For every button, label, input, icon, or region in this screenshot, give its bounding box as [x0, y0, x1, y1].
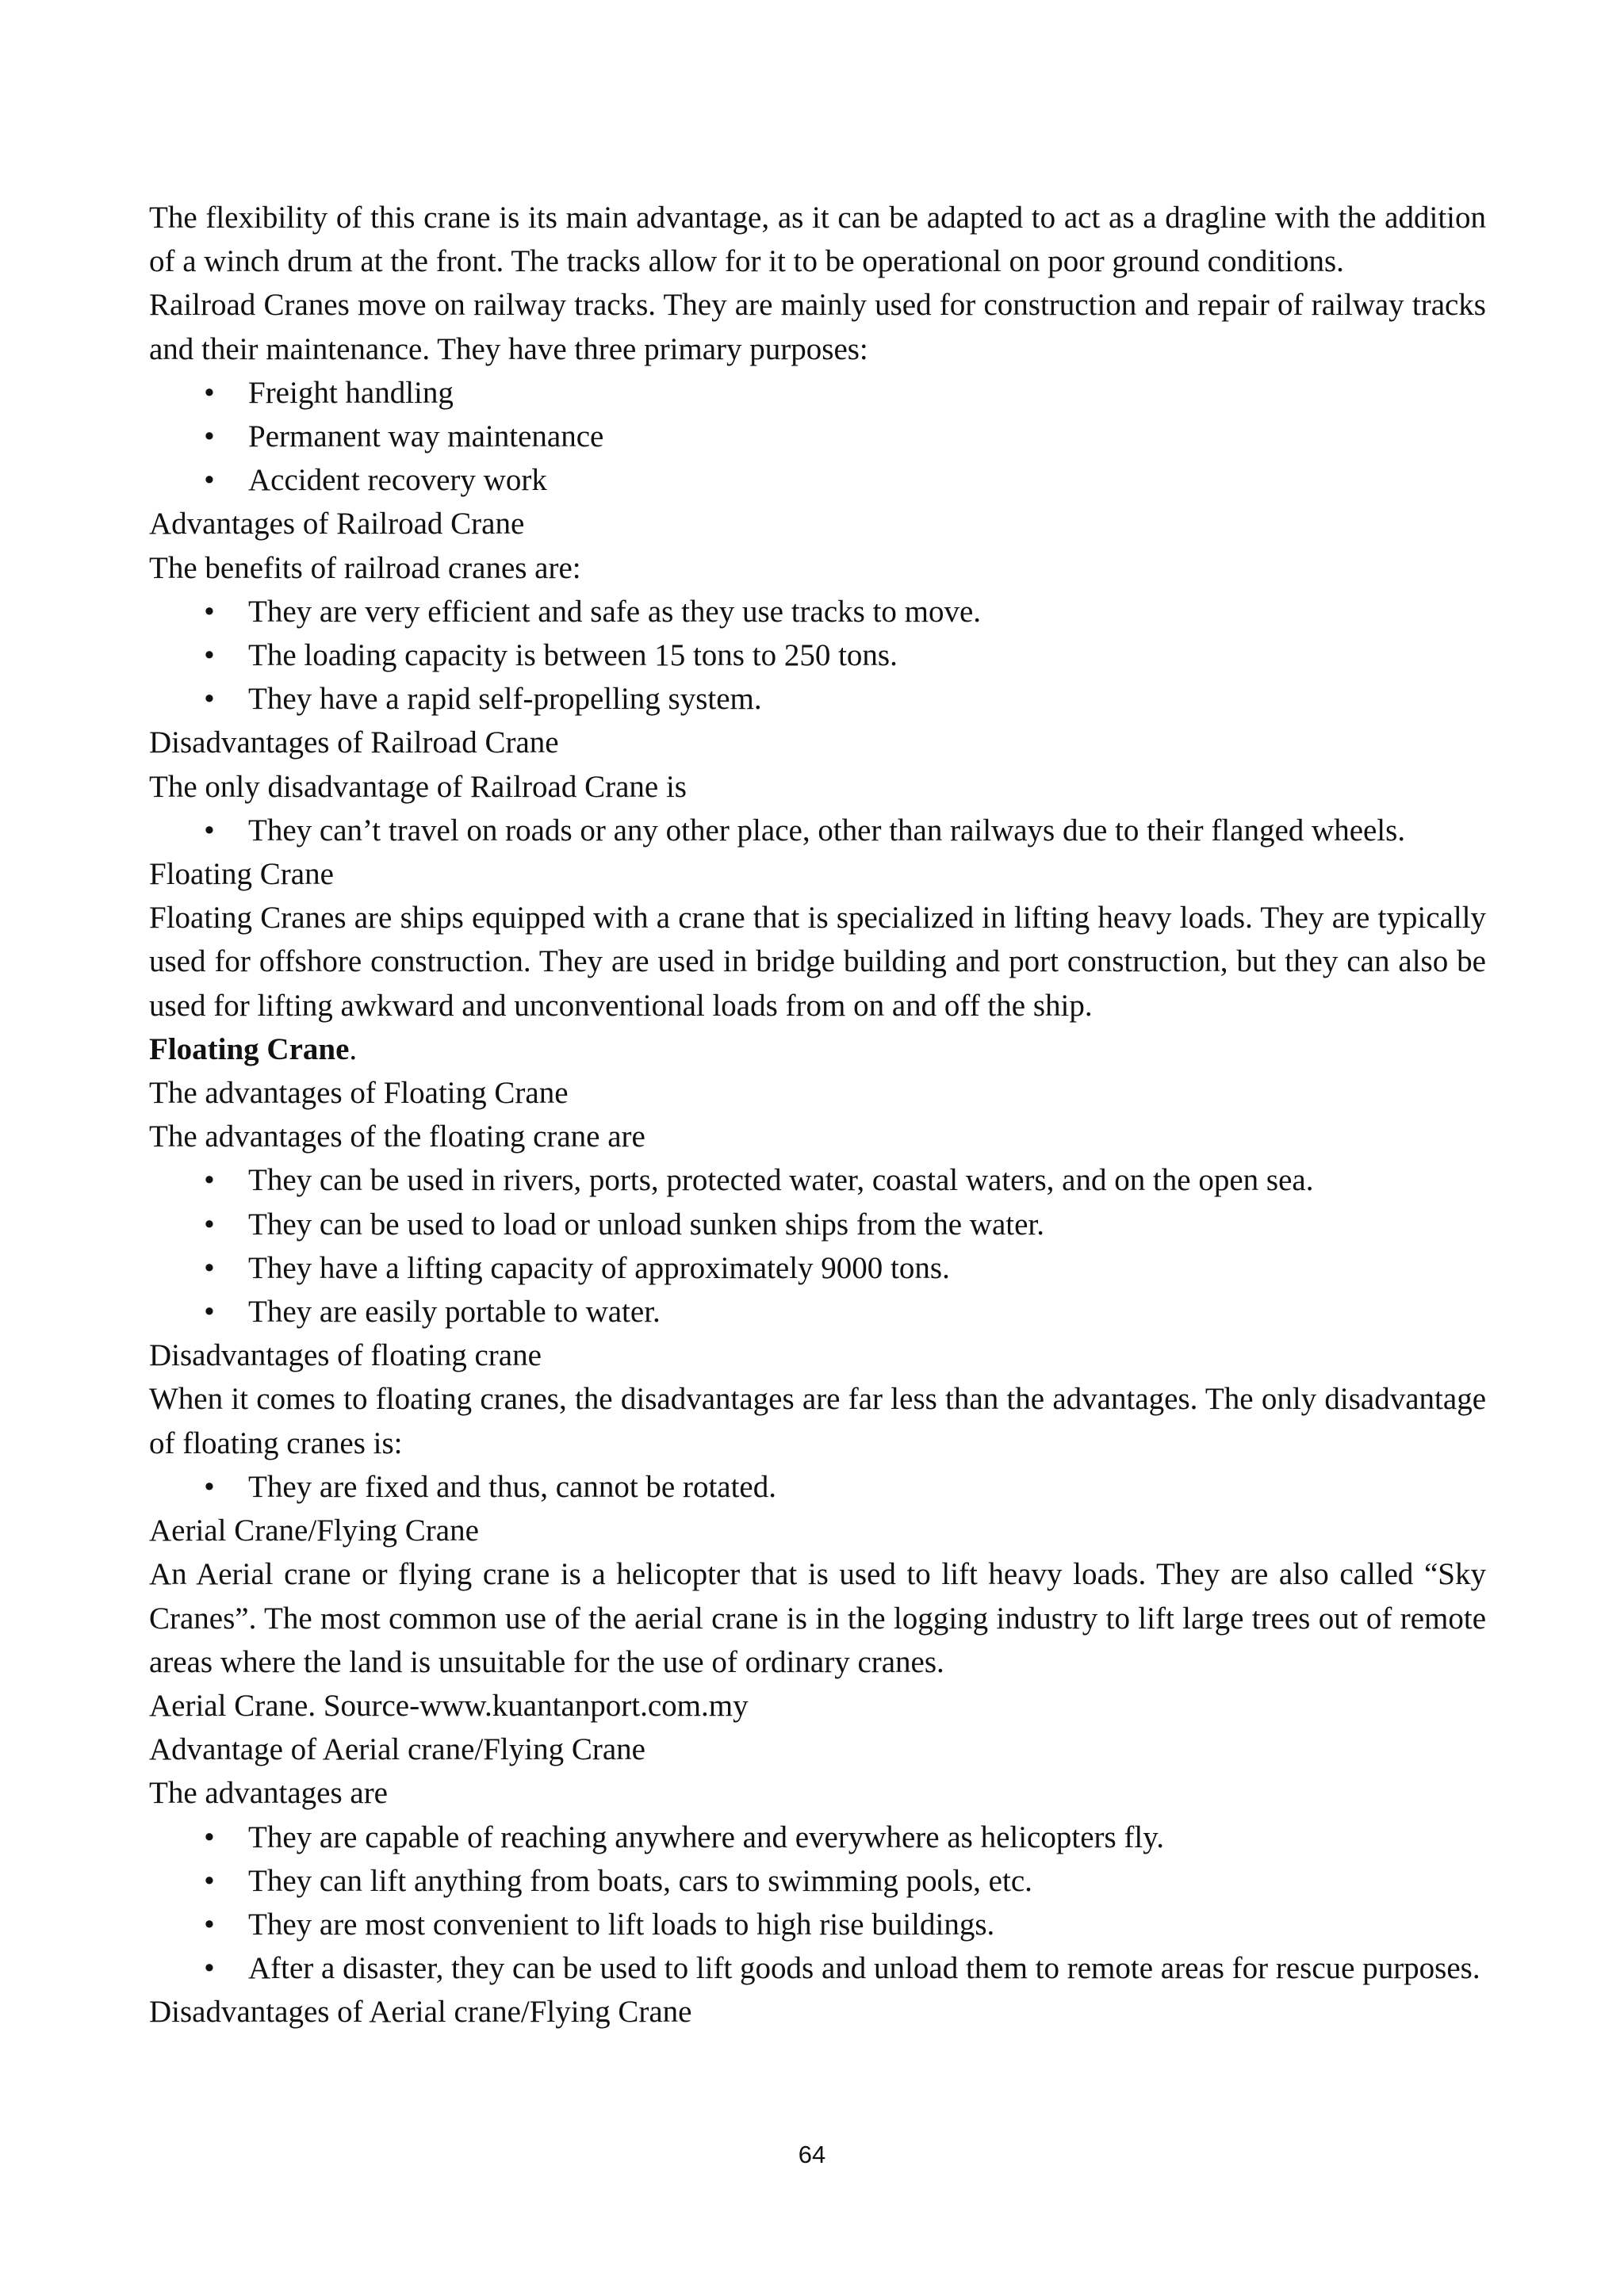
heading-floating-crane: Floating Crane: [149, 857, 334, 892]
heading-advantage-aerial: Advantage of Aerial crane/Flying Crane: [149, 1732, 645, 1767]
list-item: • They have a rapid self-propelling system.: [149, 677, 1486, 721]
intro-benefits-railroad: The benefits of railroad cranes are:: [149, 550, 581, 585]
paragraph-flexibility: The flexibility of this crane is its main advantage, as it can be adapted to act as a dragline with the addition of a winch drum at the front. The tracks allow for it to be operational on poor ground conditions.: [149, 201, 1486, 279]
list-item: • They are very efficient and safe as they use tracks to move.: [149, 590, 1486, 633]
list-item: • The loading capacity is between 15 tons to 250 tons.: [149, 633, 1486, 677]
list-item: • They can’t travel on roads or any other place, other than railways due to their flanged wheels.: [149, 809, 1486, 852]
bullet-icon: •: [204, 682, 215, 717]
bullet-icon: •: [204, 1250, 215, 1285]
list-item: • They can lift anything from boats, cars to swimming pools, etc.: [149, 1859, 1486, 1903]
list-item: • They can be used in rivers, ports, protected water, coastal waters, and on the open sea.: [149, 1158, 1486, 1202]
list-item: • Accident recovery work: [149, 458, 1486, 502]
list-item: • They can be used to load or unload sunken ships from the water.: [149, 1203, 1486, 1246]
caption-aerial-crane-source: Aerial Crane. Source-www.kuantanport.com.my: [149, 1688, 749, 1723]
list-railroad-benefits: [149, 590, 1486, 721]
heading-aerial-crane: Aerial Crane/Flying Crane: [149, 1513, 479, 1548]
heading-advantages-railroad: Advantages of Railroad Crane: [149, 507, 525, 541]
bullet-icon: •: [204, 638, 215, 673]
list-item: • They are most convenient to lift loads to high rise buildings.: [149, 1903, 1486, 1946]
paragraph-floating-cranes: Floating Cranes are ships equipped with a crane that is specialized in lifting heavy loads. They are typically used for offshore construction. They are used in bridge building and port construction, but they can also be used for lifting awkward and unconventional loads from on and off the ship.: [149, 901, 1486, 1023]
list-aerial-advantages: [149, 1816, 1486, 1991]
intro-advantages-floating: The advantages of the floating crane are: [149, 1119, 645, 1154]
bullet-icon: •: [204, 419, 215, 454]
list-railroad-purposes: [149, 371, 1486, 503]
list-floating-disadvantages: [149, 1465, 1486, 1509]
list-item: • They are easily portable to water.: [149, 1290, 1486, 1334]
list-item: • They are capable of reaching anywhere and everywhere as helicopters fly.: [149, 1816, 1486, 1859]
bullet-icon: •: [204, 1820, 215, 1854]
bullet-icon: •: [204, 463, 215, 498]
list-item: • They have a lifting capacity of approximately 9000 tons.: [149, 1246, 1486, 1290]
bullet-icon: •: [204, 813, 215, 848]
bullet-icon: •: [204, 1163, 215, 1198]
bullet-icon: •: [204, 594, 215, 629]
list-item: • They are fixed and thus, cannot be rotated.: [149, 1465, 1486, 1509]
intro-disadvantage-railroad: The only disadvantage of Railroad Crane is: [149, 769, 687, 804]
bullet-icon: •: [204, 1863, 215, 1898]
list-floating-advantages: [149, 1158, 1486, 1334]
heading-advantages-floating: The advantages of Floating Crane: [149, 1076, 569, 1111]
bullet-icon: •: [204, 1295, 215, 1330]
page-number: 64: [798, 2141, 826, 2168]
list-item: • Freight handling: [149, 371, 1486, 415]
bullet-icon: •: [204, 1469, 215, 1504]
list-item: • After a disaster, they can be used to lift goods and unload them to remote areas for rescue purposes.: [149, 1946, 1486, 1990]
page-body: [149, 196, 1486, 2034]
bullet-icon: •: [204, 1951, 215, 1986]
paragraph-railroad-cranes: Railroad Cranes move on railway tracks. They are mainly used for construction and repair of railway tracks and their maintenance. They have three primary purposes:: [149, 288, 1486, 366]
bullet-icon: •: [204, 375, 215, 410]
bullet-icon: •: [204, 1907, 215, 1942]
caption-floating-crane: Floating Crane.: [149, 1031, 358, 1066]
paragraph-aerial-crane: An Aerial crane or flying crane is a helicopter that is used to lift heavy loads. They are also called “Sky Cranes”. The most common use of the aerial crane is in the logging industry to lift large trees out of remote areas where the land is unsuitable for the use of ordinary cranes.: [149, 1557, 1486, 1679]
heading-disadvantages-floating: Disadvantages of floating crane: [149, 1338, 542, 1373]
intro-advantages-aerial: The advantages are: [149, 1776, 388, 1811]
heading-disadvantages-railroad: Disadvantages of Railroad Crane: [149, 725, 559, 760]
heading-disadvantages-aerial: Disadvantages of Aerial crane/Flying Crane: [149, 1995, 692, 2030]
bullet-icon: •: [204, 1207, 215, 1242]
list-railroad-disadvantages: [149, 809, 1486, 852]
list-item: • Permanent way maintenance: [149, 415, 1486, 458]
paragraph-floating-disadvantages: When it comes to floating cranes, the disadvantages are far less than the advantages. The only disadvantage of floating cranes is:: [149, 1382, 1486, 1460]
